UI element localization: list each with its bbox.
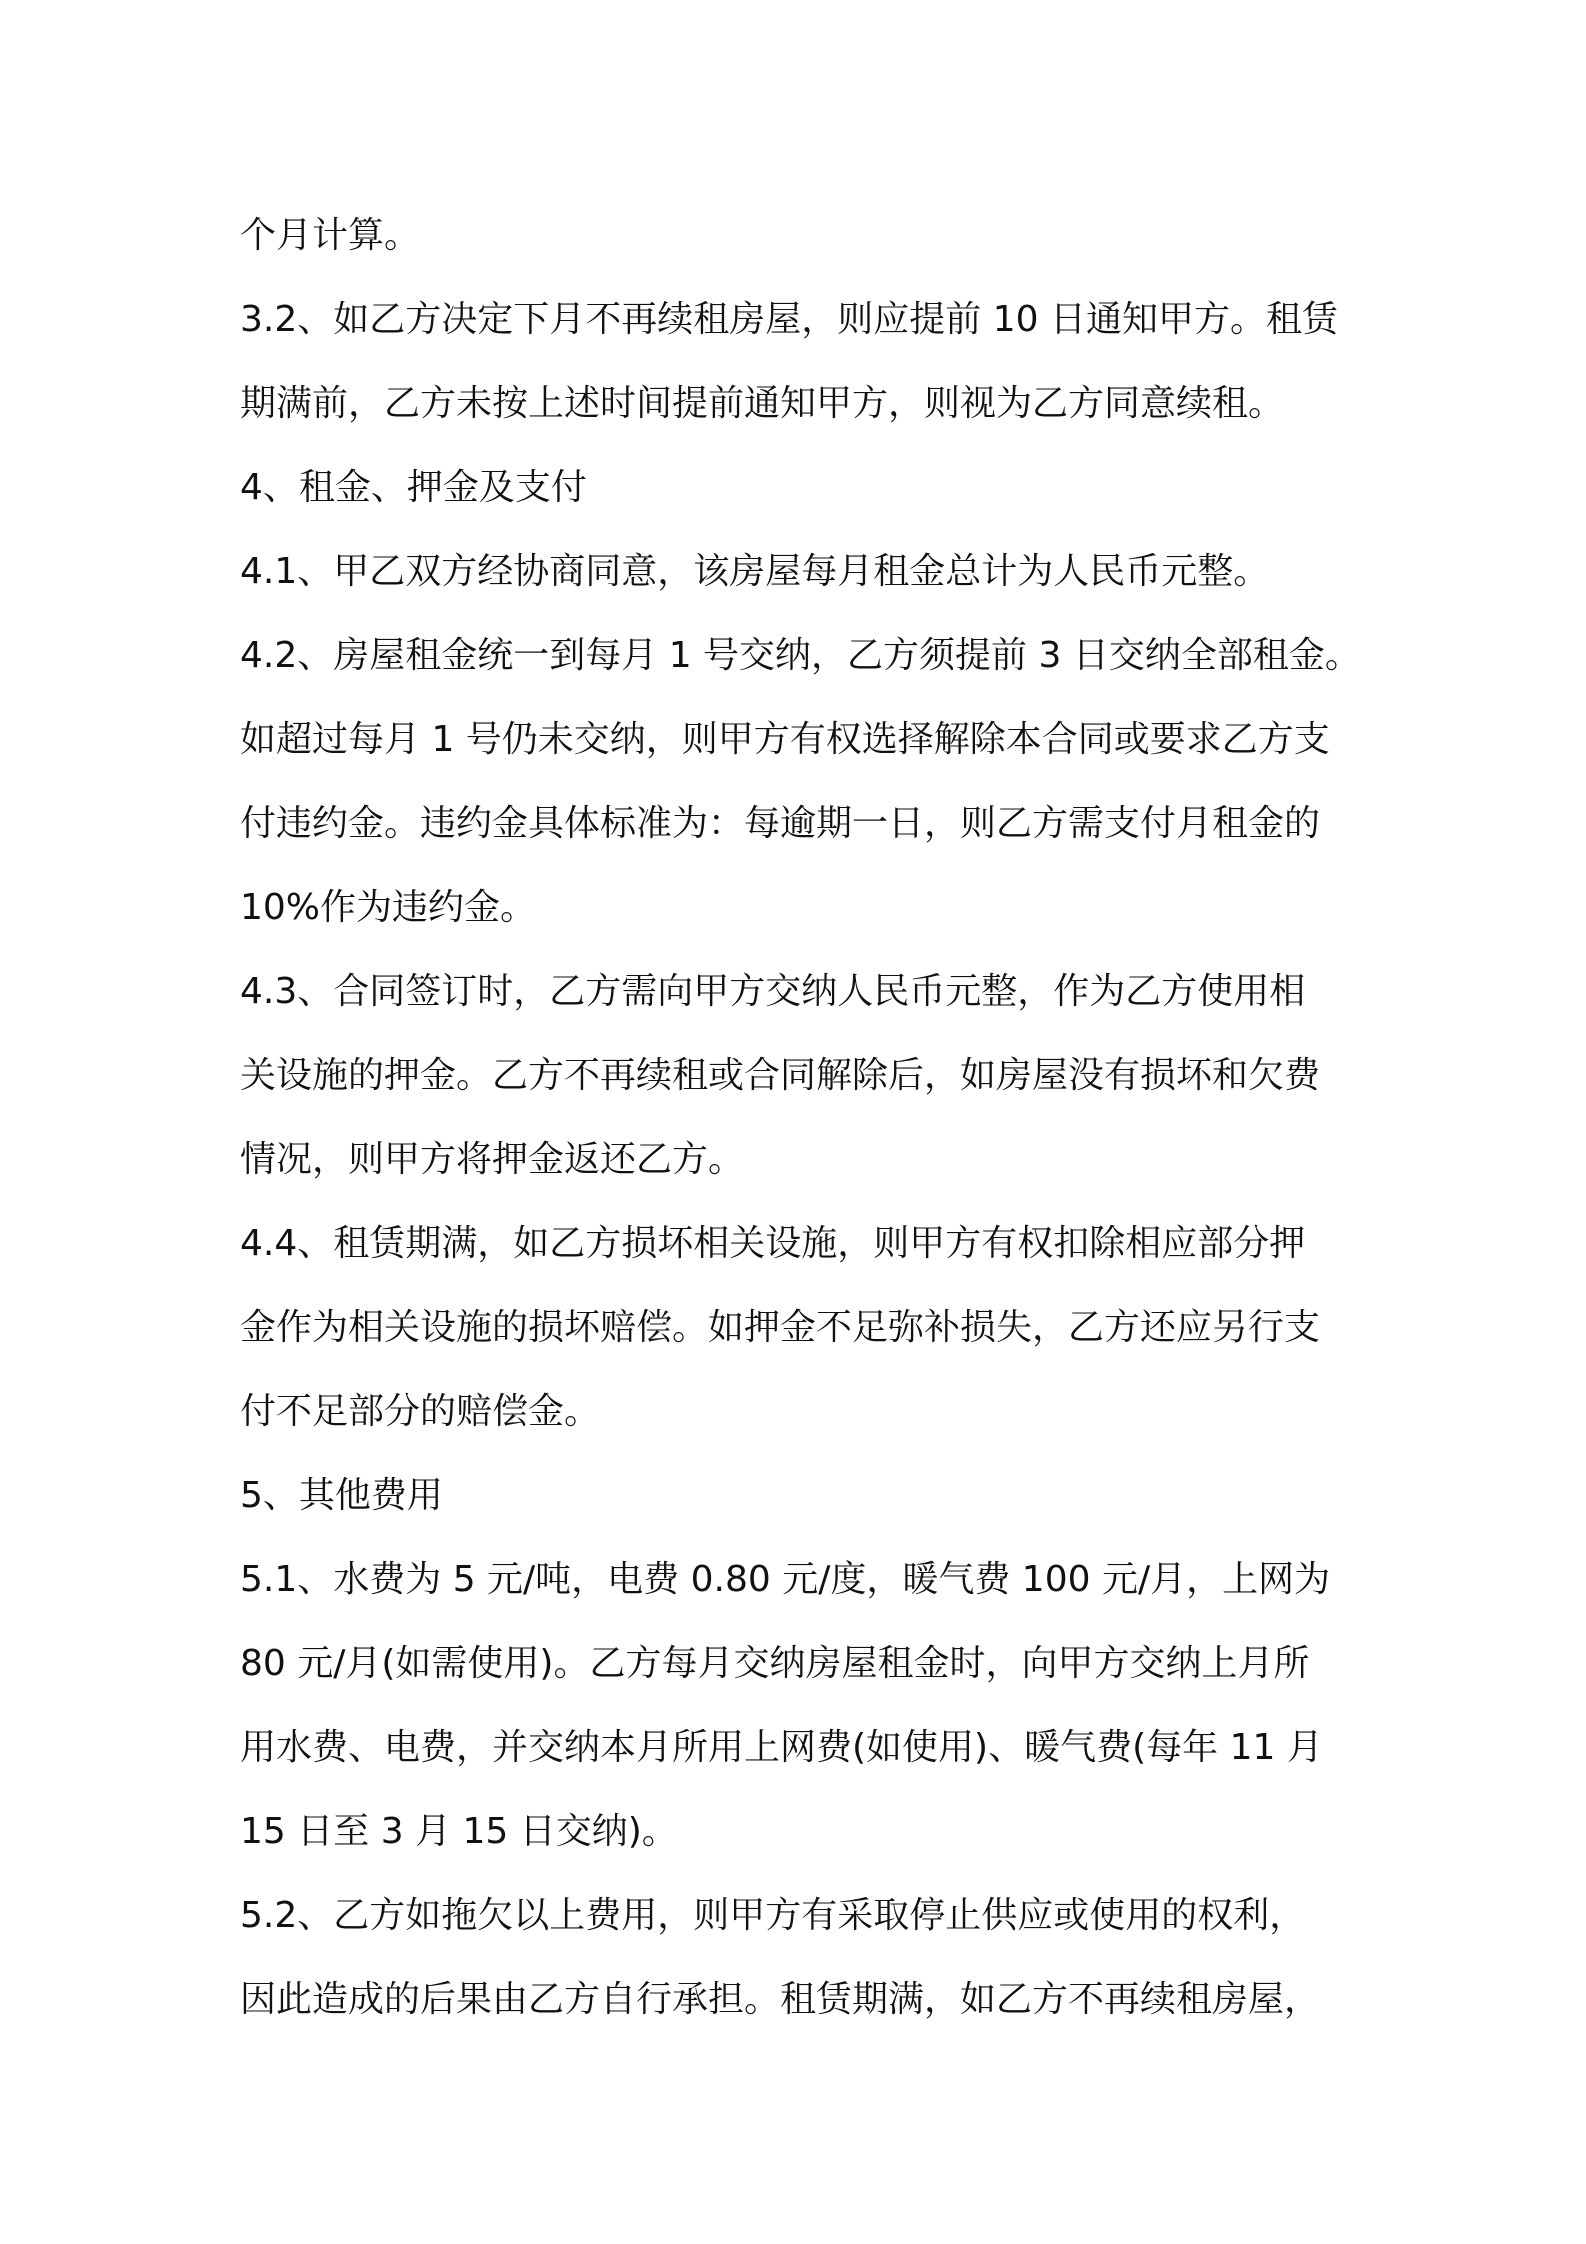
text-line: 4.3、合同签订时，乙方需向甲方交纳人民币元整，作为乙方使用相 bbox=[240, 971, 1306, 1012]
text-line: 5.2、乙方如拖欠以上费用，则甲方有采取停止供应或使用的权利， bbox=[240, 1895, 1306, 1936]
text-line: 付不足部分的赔偿金。 bbox=[240, 1391, 601, 1432]
text-line: 4.4、租赁期满，如乙方损坏相关设施，则甲方有权扣除相应部分押 bbox=[240, 1223, 1306, 1264]
text-line: 5.1、水费为 5 元/吨，电费 0.80 元/度，暖气费 100 元/月，上网为 bbox=[240, 1559, 1331, 1600]
text-line: 15 日至 3 月 15 日交纳)。 bbox=[240, 1811, 678, 1852]
text-line: 因此造成的后果由乙方自行承担。租赁期满，如乙方不再续租房屋， bbox=[240, 1979, 1321, 2020]
text-line: 情况，则甲方将押金返还乙方。 bbox=[240, 1139, 745, 1180]
text-line: 10%作为违约金。 bbox=[240, 887, 537, 928]
section-heading: 5、其他费用 bbox=[240, 1475, 443, 1516]
text-line: 个月计算。 bbox=[240, 215, 421, 256]
text-line: 80 元/月(如需使用)。乙方每月交纳房屋租金时，向甲方交纳上月所 bbox=[240, 1643, 1310, 1684]
section-heading: 4、租金、押金及支付 bbox=[240, 467, 587, 508]
text-line: 期满前，乙方未按上述时间提前通知甲方，则视为乙方同意续租。 bbox=[240, 383, 1285, 424]
text-line: 4.1、甲乙双方经协商同意，该房屋每月租金总计为人民币元整。 bbox=[240, 551, 1270, 592]
document-body bbox=[240, 194, 1370, 2042]
text-line: 用水费、电费，并交纳本月所用上网费(如使用)、暖气费(每年 11 月 bbox=[240, 1727, 1323, 1768]
text-line: 付违约金。违约金具体标准为：每逾期一日，则乙方需支付月租金的 bbox=[240, 803, 1321, 844]
text-line: 金作为相关设施的损坏赔偿。如押金不足弥补损失，乙方还应另行支 bbox=[240, 1307, 1321, 1348]
text-line: 3.2、如乙方决定下月不再续租房屋，则应提前 10 日通知甲方。租赁 bbox=[240, 299, 1338, 340]
text-line: 4.2、房屋租金统一到每月 1 号交纳，乙方须提前 3 日交纳全部租金。 bbox=[240, 635, 1361, 676]
text-line: 如超过每月 1 号仍未交纳，则甲方有权选择解除本合同或要求乙方支 bbox=[240, 719, 1330, 760]
text-line: 关设施的押金。乙方不再续租或合同解除后，如房屋没有损坏和欠费 bbox=[240, 1055, 1321, 1096]
